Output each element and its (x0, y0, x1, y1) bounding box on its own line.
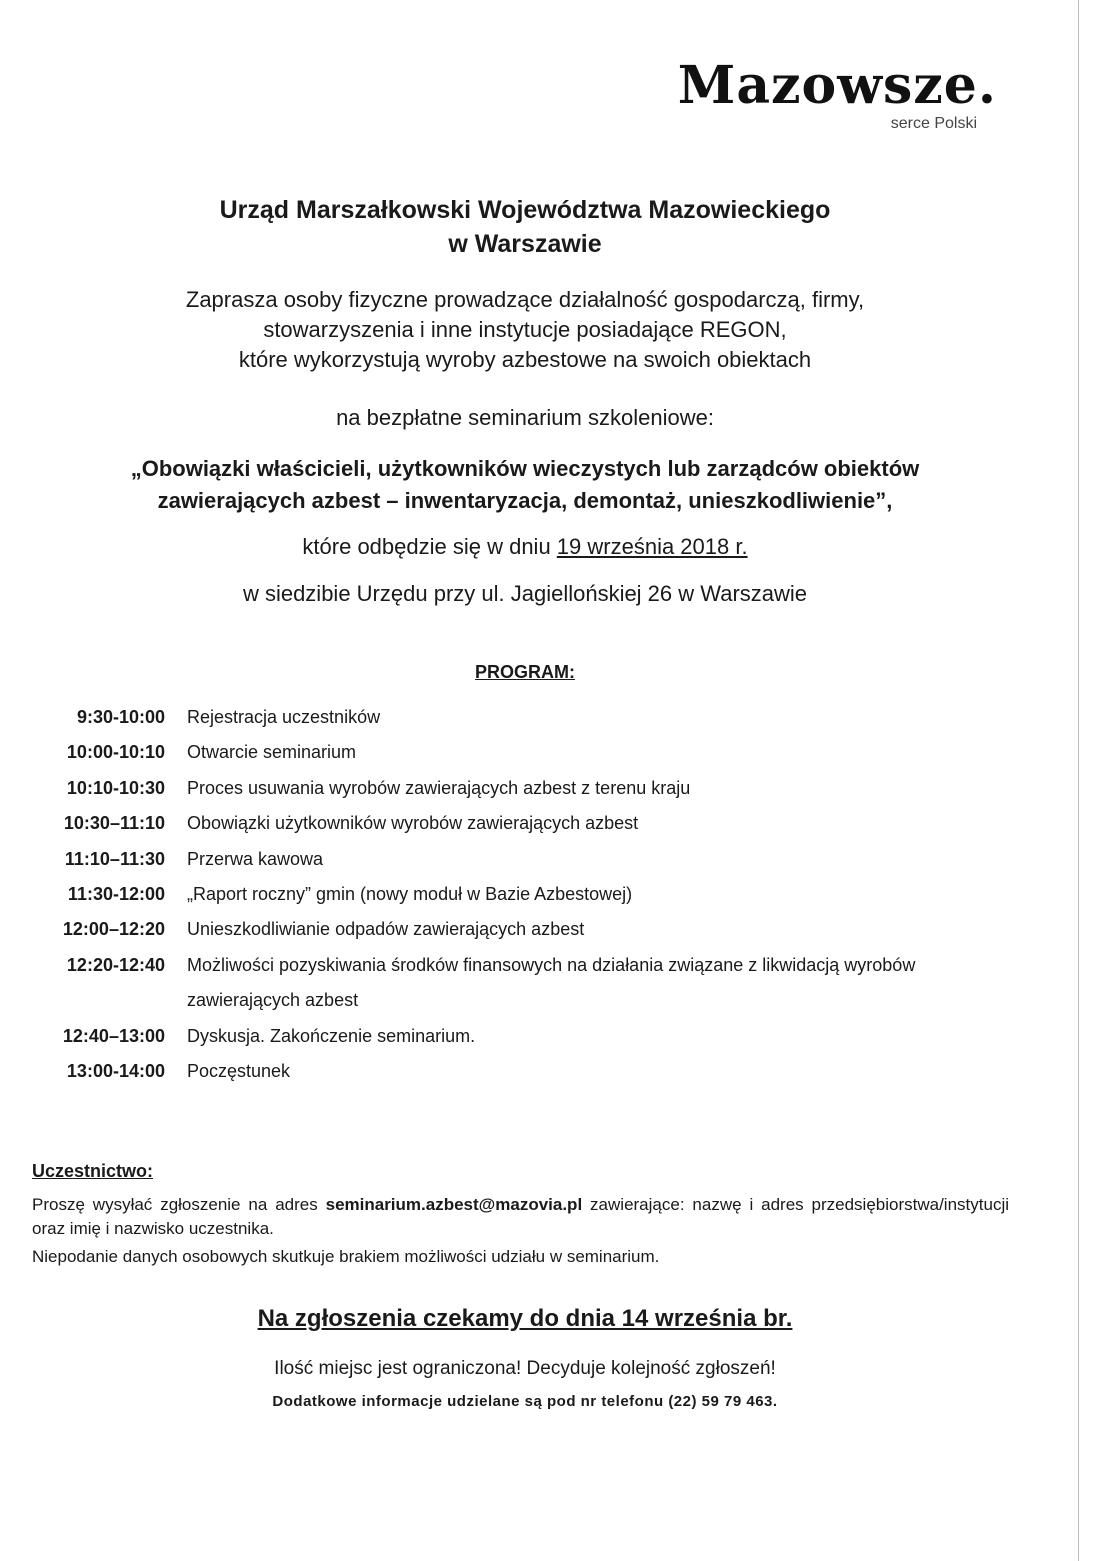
program-desc-line2: zawierających azbest (187, 990, 359, 1011)
program-desc: „Raport roczny” gmin (nowy moduł w Bazie Azbestowej) (187, 884, 633, 905)
invite-text: na bezpłatne seminarium szkoleniowe: (336, 405, 714, 430)
program-desc: Przerwa kawowa (187, 848, 324, 869)
program-row (22, 912, 1032, 947)
program-row (22, 1054, 1032, 1089)
program-row (22, 1019, 1032, 1054)
program-time: 12:20-12:40 (66, 954, 165, 975)
program-desc: Dyskusja. Zakończenie seminarium. (187, 1025, 476, 1046)
program-list (22, 700, 1032, 1089)
seminar-title-line2: zawierających azbest – inwentaryzacja, demontaż, unieszkodliwienie”, (157, 488, 893, 513)
program-desc (187, 948, 915, 1019)
program-desc-line1: Możliwości pozyskiwania środków finansowych na działania związane z likwidacją wyrobów (187, 954, 916, 975)
program-time: 10:00-10:10 (66, 742, 165, 763)
office-heading (0, 193, 1050, 261)
program-time: 11:10–11:30 (64, 848, 165, 869)
seats-limit-note: Ilość miejsc jest ograniczona! Decyduje kolejność zgłoszeń! (274, 1358, 776, 1379)
program-time: 9:30-10:00 (76, 707, 165, 727)
program-row (22, 877, 1032, 912)
participation-note: Niepodanie danych osobowych skutkuje brakiem możliwości udziału w seminarium. (32, 1247, 660, 1266)
program-time: 11:30-12:00 (67, 884, 165, 905)
intro-line3: które wykorzystują wyroby azbestowe na swoich obiektach (238, 347, 812, 372)
participation-heading: Uczestnictwo: (32, 1161, 154, 1181)
program-time: 12:00–12:20 (62, 919, 165, 940)
mazowsze-logo (677, 55, 997, 135)
office-heading-line2: w Warszawie (448, 230, 602, 258)
participation-text-before: Proszę wysyłać zgłoszenie na adres (32, 1195, 326, 1214)
intro-line2: stowarzyszenia i inne instytucje posiadające REGON, (263, 317, 787, 342)
program-time: 10:10-10:30 (66, 777, 165, 798)
participation-text-after: zawierające: nazwę i adres przedsiębiorstwa/instytucji oraz imię i nazwisko uczestnika. (32, 1195, 1009, 1238)
participation-text (32, 1193, 1009, 1241)
program-row (22, 806, 1032, 841)
program-row (22, 735, 1032, 770)
program-heading: PROGRAM: (475, 662, 575, 682)
program-desc: Rejestracja uczestników (187, 707, 381, 727)
registration-deadline: Na zgłoszenia czekamy do dnia 14 września br. (257, 1305, 793, 1332)
program-time: 10:30–11:10 (63, 813, 165, 834)
program-desc: Otwarcie seminarium (187, 742, 357, 763)
program-desc: Obowiązki użytkowników wyrobów zawierających azbest (187, 813, 639, 834)
logo-wordmark: Mazowsze. (677, 55, 997, 116)
program-row (22, 771, 1032, 806)
office-heading-line1: Urząd Marszałkowski Województwa Mazowieckiego (219, 196, 831, 224)
program-desc: Unieszkodliwianie odpadów zawierających azbest (187, 919, 585, 940)
program-time: 12:40–13:00 (62, 1025, 165, 1046)
intro-line1: Zaprasza osoby fizyczne prowadzące działalność gospodarczą, firmy, (185, 287, 865, 312)
program-row (22, 700, 1032, 735)
participation-email: seminarium.azbest@mazovia.pl (325, 1195, 583, 1214)
contact-info: Dodatkowe informacje udzielane są pod nr telefonu (22) 59 79 463. (272, 1393, 778, 1410)
program-time: 13:00-14:00 (66, 1061, 165, 1082)
seminar-place: w siedzibie Urzędu przy ul. Jagiellońskiej 26 w Warszawie (242, 581, 808, 606)
program-desc: Proces usuwania wyrobów zawierających azbest z terenu kraju (187, 777, 691, 798)
invitation-intro (0, 285, 1050, 375)
seminar-date (0, 534, 1050, 560)
program-row (22, 948, 1032, 1019)
program-desc: Poczęstunek (187, 1061, 291, 1082)
logo-tagline: serce Polski (890, 115, 977, 132)
program-row (22, 842, 1032, 877)
seminar-title-line1: „Obowiązki właścicieli, użytkowników wieczystych lub zarządców obiektów (130, 456, 920, 481)
date-value: 19 września 2018 r. (556, 534, 748, 559)
date-prefix: które odbędzie się w dniu (302, 534, 557, 559)
seminar-title (0, 453, 1050, 517)
scan-edge-line (1078, 0, 1079, 1561)
